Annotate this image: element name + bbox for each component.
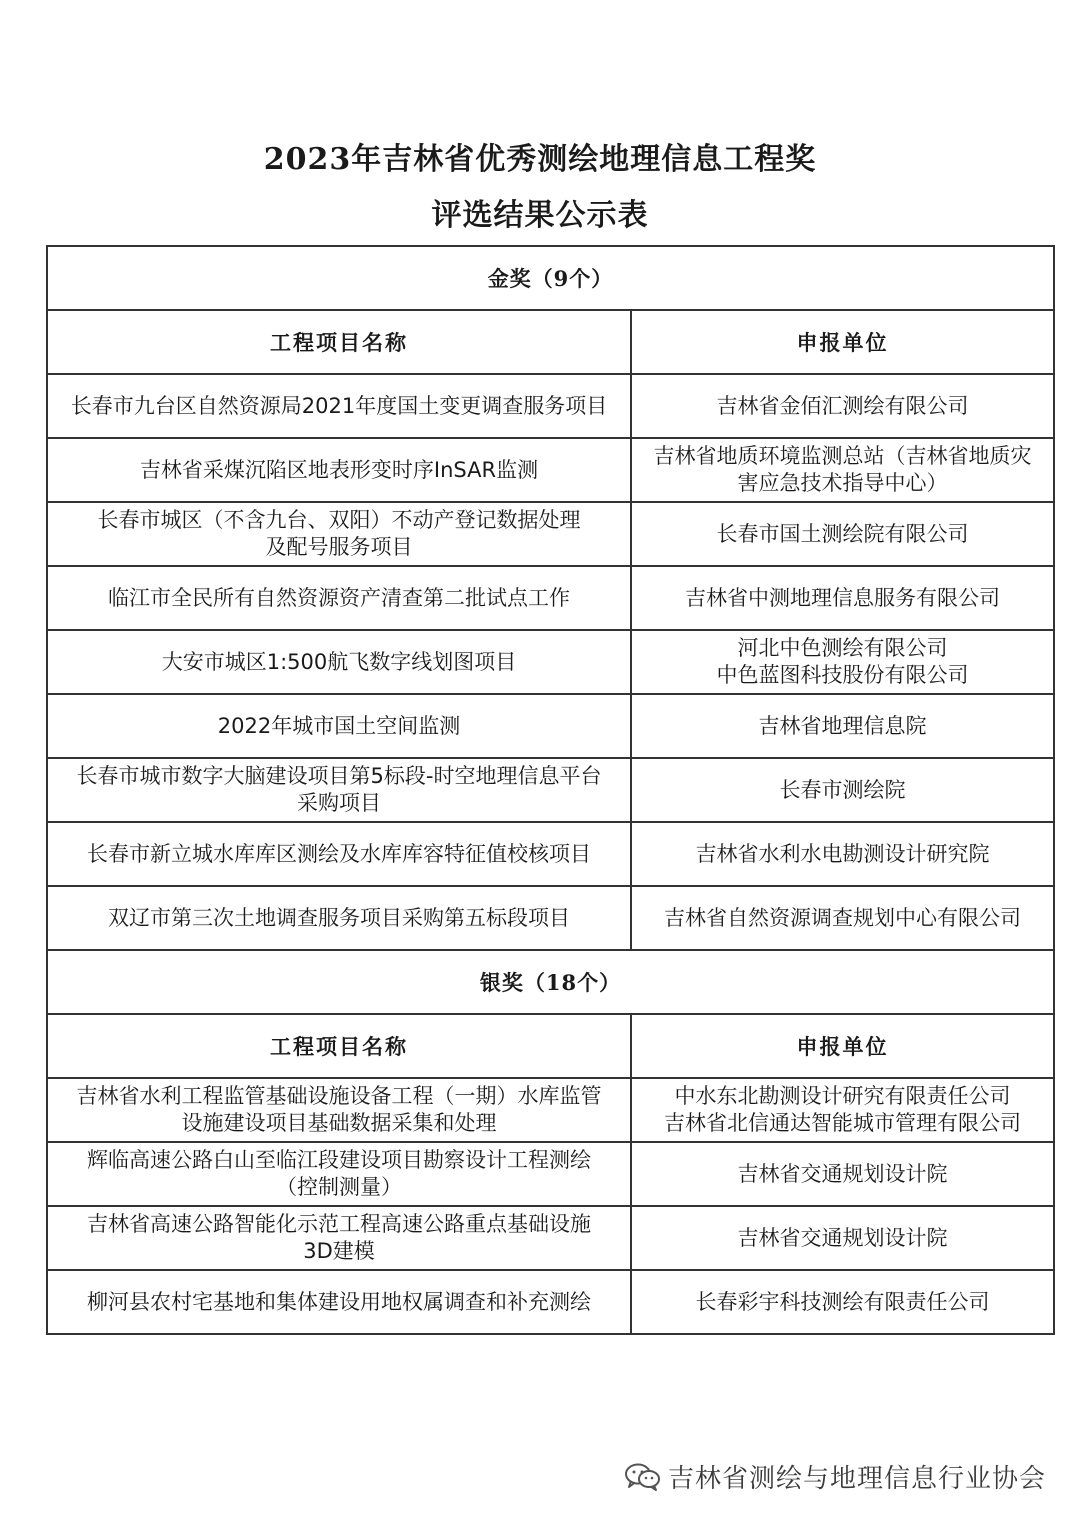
table-row <box>47 758 1054 822</box>
project-name-cell <box>47 886 631 950</box>
section-heading: 金奖（9个） <box>47 246 1054 310</box>
project-name-line: 采购项目 <box>297 791 381 815</box>
applicant-unit-cell <box>631 694 1054 758</box>
applicant-unit-cell <box>631 1206 1054 1270</box>
title-line-2: 评选结果公示表 <box>431 198 649 233</box>
applicant-unit-cell <box>631 822 1054 886</box>
column-header-unit: 申报单位 <box>631 310 1054 374</box>
applicant-unit-cell <box>631 1270 1054 1334</box>
applicant-unit-line: 害应急技术指导中心） <box>737 471 948 495</box>
project-name-line: 吉林省水利工程监管基础设施设备工程（一期）水库监管 <box>76 1084 602 1108</box>
project-name-cell <box>47 1206 631 1270</box>
footer-account <box>624 1458 1046 1495</box>
wechat-icon <box>624 1462 662 1492</box>
project-name-cell <box>47 822 631 886</box>
project-name-line: 2022年城市国土空间监测 <box>217 713 461 738</box>
column-header-project: 工程项目名称 <box>47 310 631 374</box>
footer-text: 吉林省测绘与地理信息行业协会 <box>667 1464 1046 1494</box>
applicant-unit-cell <box>631 374 1054 438</box>
applicant-unit-cell <box>631 758 1054 822</box>
project-name-cell <box>47 758 631 822</box>
project-name-cell <box>47 1270 631 1334</box>
applicant-unit-line: 吉林省交通规划设计院 <box>737 1161 948 1186</box>
applicant-unit-cell <box>631 566 1054 630</box>
document-title <box>0 132 1080 244</box>
project-name-line: 及配号服务项目 <box>265 535 413 559</box>
table-row <box>47 1142 1054 1206</box>
column-header-unit: 申报单位 <box>631 1014 1054 1078</box>
award-results-table <box>46 245 1055 1335</box>
column-header-row <box>47 310 1054 374</box>
project-name-line: 3D建模 <box>303 1239 375 1263</box>
applicant-unit-line: 吉林省北信通达智能城市管理有限公司 <box>664 1111 1021 1135</box>
project-name-line: 大安市城区1:500航飞数字线划图项目 <box>161 649 517 674</box>
project-name-line: 吉林省采煤沉陷区地表形变时序InSAR监测 <box>139 457 539 482</box>
applicant-unit-cell <box>631 630 1054 694</box>
applicant-unit-cell <box>631 1142 1054 1206</box>
applicant-unit-line: 吉林省地理信息院 <box>758 713 927 738</box>
applicant-unit-line: 中色蓝图科技股份有限公司 <box>716 663 969 687</box>
project-name-cell <box>47 1078 631 1142</box>
applicant-unit-line: 中水东北勘测设计研究有限责任公司 <box>674 1084 1011 1108</box>
project-name-line: 柳河县农村宅基地和集体建设用地权属调查和补充测绘 <box>87 1289 591 1314</box>
applicant-unit-cell <box>631 886 1054 950</box>
column-header-project: 工程项目名称 <box>47 1014 631 1078</box>
section-heading: 银奖（18个） <box>47 950 1054 1014</box>
project-name-line: 长春市九台区自然资源局2021年度国土变更调查服务项目 <box>70 393 608 418</box>
applicant-unit-line: 吉林省交通规划设计院 <box>737 1225 948 1250</box>
table-row <box>47 1206 1054 1270</box>
project-name-line: 长春市城区（不含九台、双阳）不动产登记数据处理 <box>97 508 581 532</box>
table-row <box>47 630 1054 694</box>
applicant-unit-line: 吉林省中测地理信息服务有限公司 <box>685 585 1000 610</box>
project-name-line: 双辽市第三次土地调查服务项目采购第五标段项目 <box>108 905 570 930</box>
applicant-unit-line: 长春市测绘院 <box>779 777 906 802</box>
applicant-unit-cell <box>631 1078 1054 1142</box>
applicant-unit-cell <box>631 502 1054 566</box>
table-row <box>47 694 1054 758</box>
applicant-unit-cell <box>631 438 1054 502</box>
project-name-cell <box>47 1142 631 1206</box>
project-name-cell <box>47 566 631 630</box>
project-name-line: 长春市新立城水库库区测绘及水库库容特征值校核项目 <box>87 841 591 866</box>
project-name-line: 吉林省高速公路智能化示范工程高速公路重点基础设施 <box>87 1212 591 1236</box>
project-name-cell <box>47 502 631 566</box>
table-row <box>47 502 1054 566</box>
project-name-line: 辉临高速公路白山至临江段建设项目勘察设计工程测绘 <box>87 1148 591 1172</box>
applicant-unit-line: 吉林省自然资源调查规划中心有限公司 <box>664 905 1021 930</box>
applicant-unit-line: 吉林省金佰汇测绘有限公司 <box>716 393 969 418</box>
section-heading-row <box>47 950 1054 1014</box>
project-name-cell <box>47 630 631 694</box>
table-row <box>47 566 1054 630</box>
table-row <box>47 822 1054 886</box>
column-header-row <box>47 1014 1054 1078</box>
project-name-cell <box>47 438 631 502</box>
table-row <box>47 438 1054 502</box>
project-name-cell <box>47 694 631 758</box>
project-name-line: 临江市全民所有自然资源资产清查第二批试点工作 <box>108 585 570 610</box>
applicant-unit-line: 长春彩宇科技测绘有限责任公司 <box>695 1289 990 1314</box>
applicant-unit-line: 吉林省水利水电勘测设计研究院 <box>695 841 990 866</box>
section-heading-row <box>47 246 1054 310</box>
project-name-line: （控制测量） <box>276 1175 402 1199</box>
applicant-unit-line: 河北中色测绘有限公司 <box>737 636 948 660</box>
project-name-cell <box>47 374 631 438</box>
table-row <box>47 374 1054 438</box>
project-name-line: 长春市城市数字大脑建设项目第5标段-时空地理信息平台 <box>76 764 602 788</box>
table-row <box>47 1078 1054 1142</box>
project-name-line: 设施建设项目基础数据采集和处理 <box>181 1111 497 1135</box>
table-row <box>47 886 1054 950</box>
applicant-unit-line: 长春市国土测绘院有限公司 <box>716 521 969 546</box>
table-row <box>47 1270 1054 1334</box>
title-line-1: 2023年吉林省优秀测绘地理信息工程奖 <box>263 142 817 177</box>
applicant-unit-line: 吉林省地质环境监测总站（吉林省地质灾 <box>653 444 1032 468</box>
